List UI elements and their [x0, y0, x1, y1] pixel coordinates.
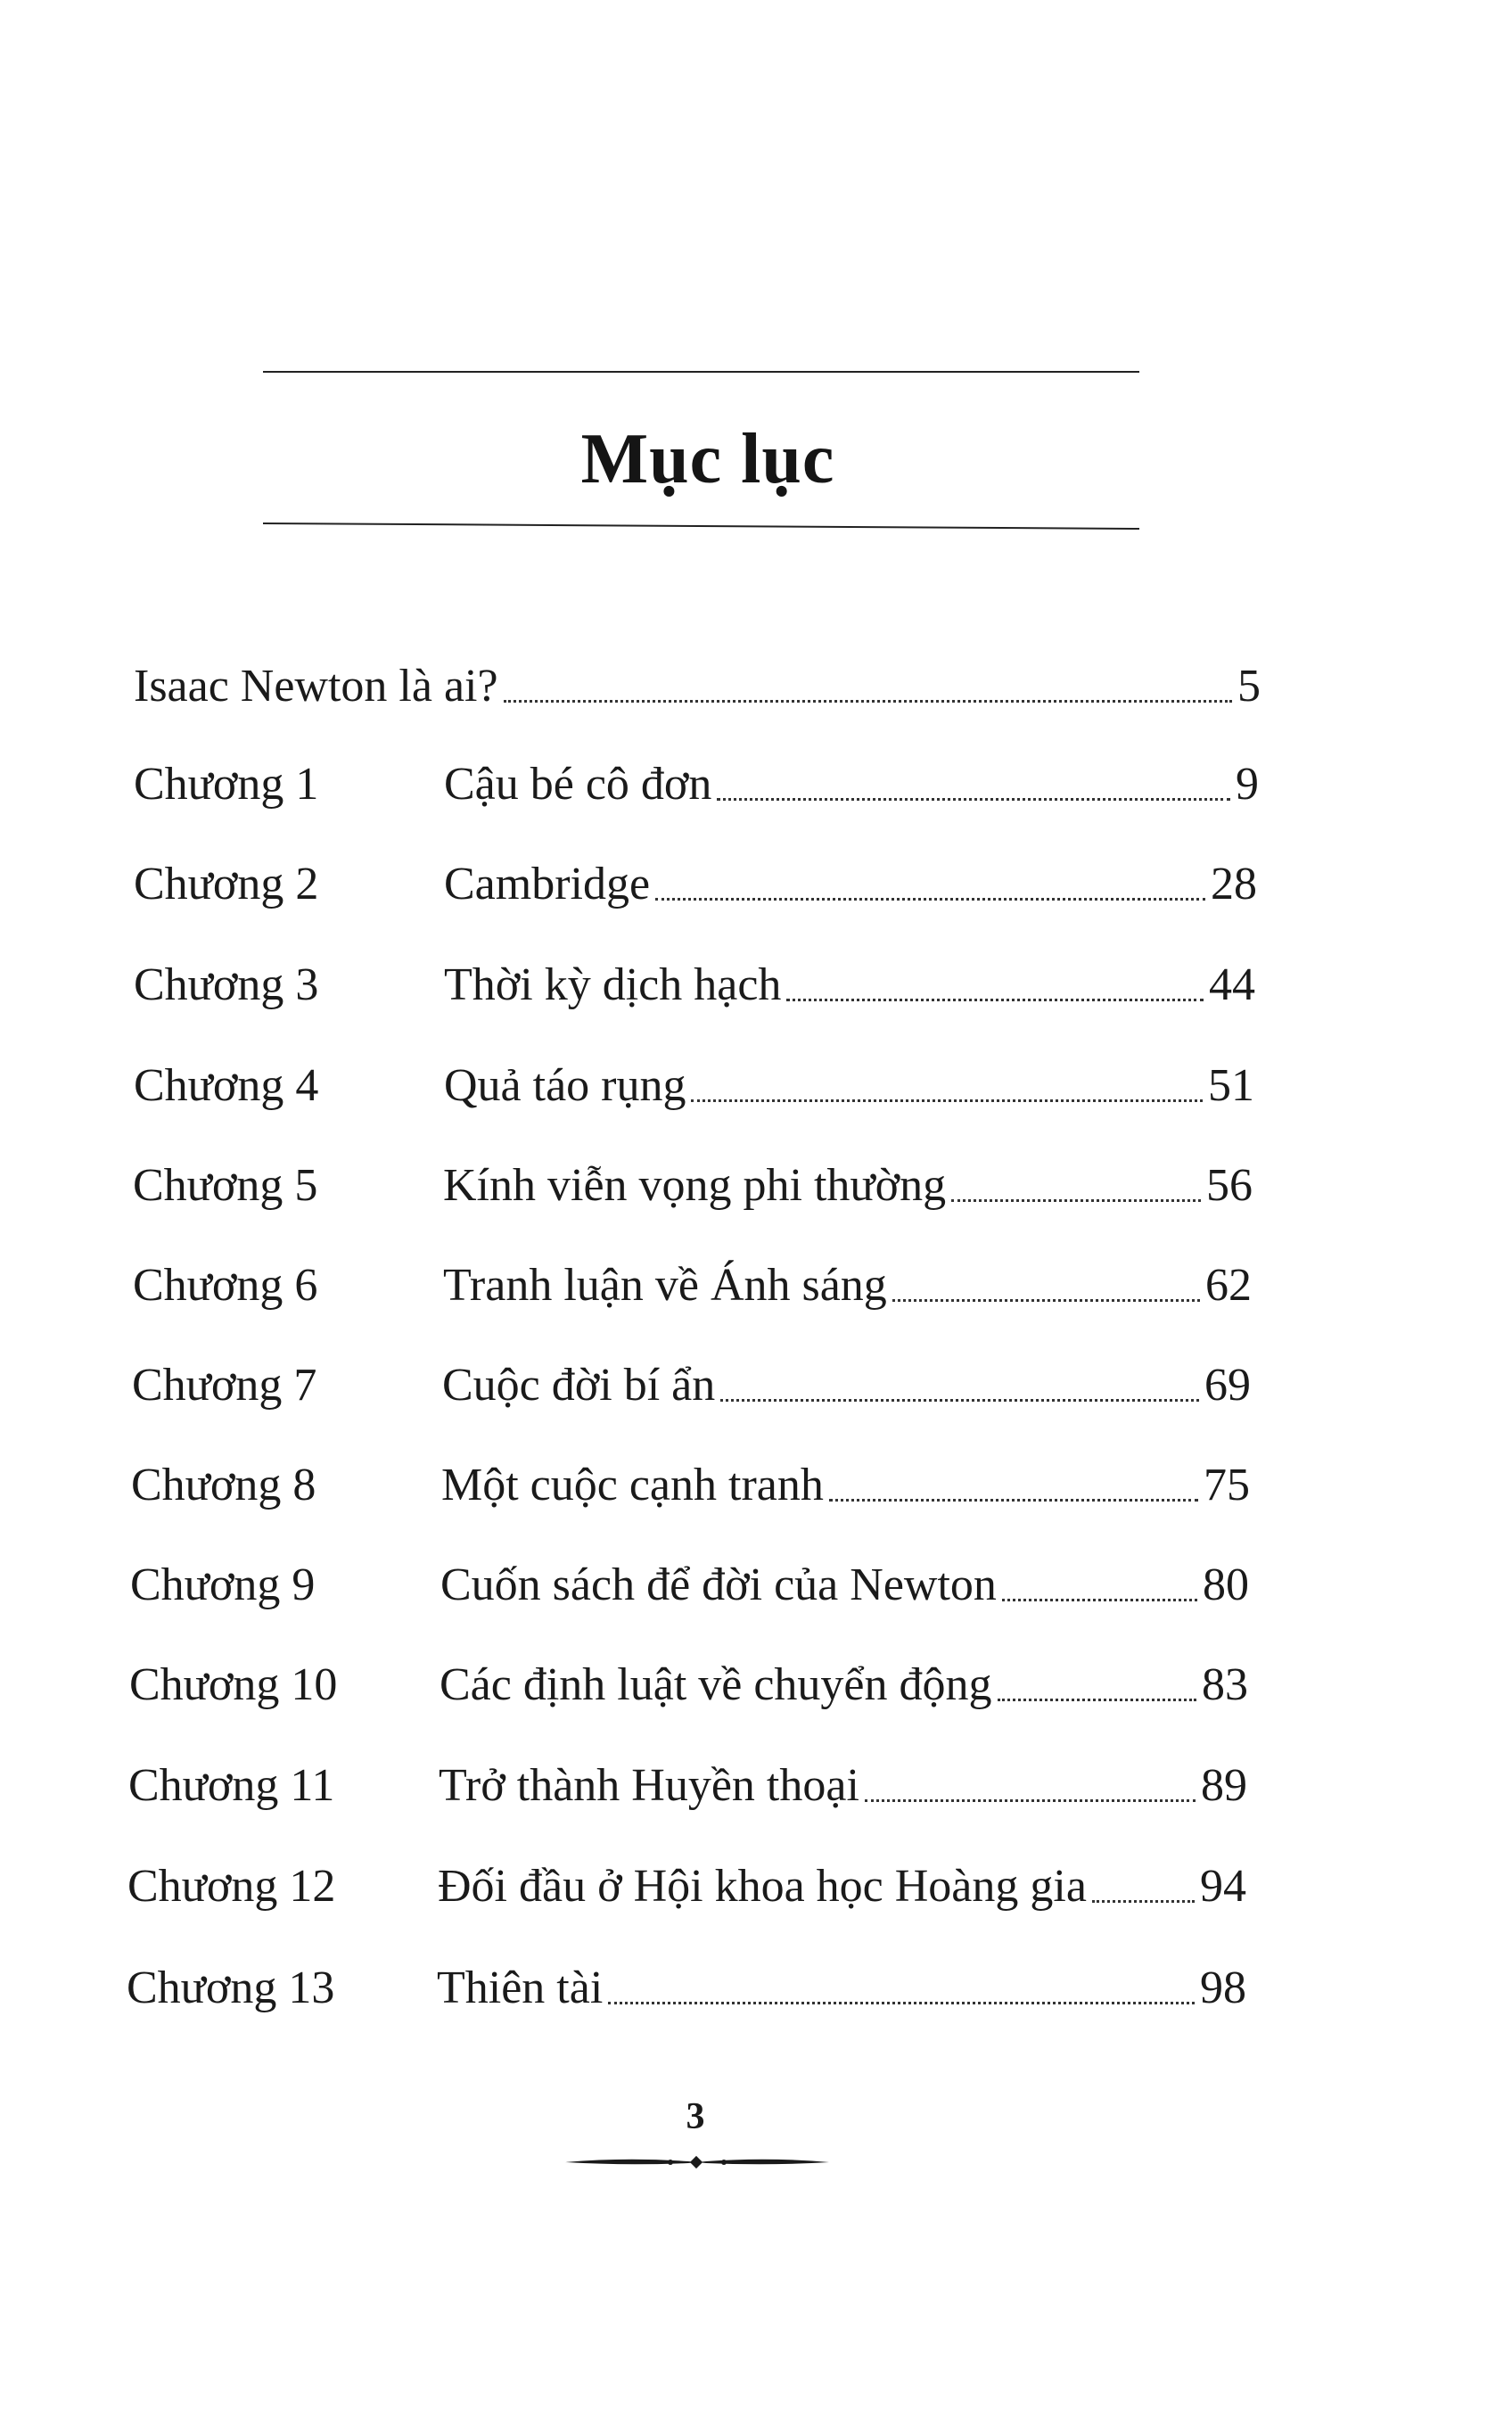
dot-leader	[892, 1299, 1200, 1302]
toc-entry-chapter[interactable]	[134, 1050, 1254, 1113]
dot-leader	[786, 999, 1204, 1001]
toc-chapter-number: Chương 4	[134, 1060, 319, 1111]
toc-chapter-number: Chương 7	[132, 1360, 317, 1411]
page-number: 3	[686, 2096, 705, 2137]
toc-entry-title: Các định luật về chuyển động	[440, 1659, 992, 1710]
toc-entry-page: 44	[1209, 959, 1255, 1010]
toc-entry-page: 75	[1204, 1460, 1250, 1510]
toc-entry-title: Đối đầu ở Hội khoa học Hoàng gia	[438, 1861, 1087, 1912]
toc-entry-intro[interactable]	[134, 651, 1261, 713]
toc-entry-page: 62	[1205, 1260, 1252, 1311]
toc-entry-chapter[interactable]	[134, 749, 1259, 811]
toc-chapter-number: Chương 2	[134, 859, 319, 909]
toc-entry-title: Cậu bé cô đơn	[444, 759, 712, 810]
toc-entry-chapter[interactable]	[134, 849, 1257, 911]
dot-leader	[1092, 1900, 1195, 1903]
toc-chapter-number: Chương 8	[131, 1460, 316, 1510]
toc-chapter-number: Chương 13	[127, 1963, 335, 2013]
toc-entry-title: Thiên tài	[437, 1963, 604, 2013]
toc-entry-page: 94	[1200, 1861, 1246, 1912]
toc-chapter-number: Chương 12	[127, 1861, 336, 1912]
toc-entry-title: Isaac Newton là ai?	[134, 661, 498, 712]
toc-entry-chapter[interactable]	[133, 1150, 1253, 1213]
page-title: Mục lục	[580, 420, 835, 498]
toc-entry-chapter[interactable]	[134, 950, 1255, 1012]
toc-entry-title: Cuộc đời bí ẩn	[442, 1360, 716, 1411]
toc-entry-chapter[interactable]	[127, 1953, 1246, 2015]
toc-entry-page: 69	[1204, 1360, 1251, 1411]
toc-entry-title: Kính viễn vọng phi thường	[443, 1160, 947, 1211]
dot-leader	[998, 1699, 1196, 1701]
toc-entry-chapter[interactable]	[132, 1350, 1251, 1412]
toc-entry-title: Tranh luận về Ánh sáng	[443, 1260, 887, 1311]
dot-leader	[608, 2002, 1195, 2004]
toc-entry-page: 5	[1237, 661, 1261, 712]
toc-entry-page: 28	[1211, 859, 1257, 909]
dot-leader	[720, 1399, 1199, 1402]
toc-entry-chapter[interactable]	[133, 1250, 1252, 1312]
toc-entry-page: 51	[1208, 1060, 1254, 1111]
flourish-ornament	[563, 2149, 831, 2176]
toc-entry-page: 80	[1203, 1559, 1249, 1610]
toc-chapter-number: Chương 11	[128, 1760, 335, 1811]
toc-entry-page: 98	[1200, 1963, 1246, 2013]
toc-entry-page: 56	[1206, 1160, 1253, 1211]
toc-entry-chapter[interactable]	[131, 1450, 1250, 1512]
toc-chapter-number: Chương 3	[134, 959, 319, 1010]
toc-entry-page: 83	[1202, 1659, 1248, 1710]
toc-entry-title: Cambridge	[444, 859, 651, 909]
dot-leader	[504, 700, 1232, 703]
toc-entry-title: Trở thành Huyền thoại	[439, 1760, 859, 1811]
toc-entry-title: Thời kỳ dịch hạch	[444, 959, 782, 1010]
dot-leader	[829, 1499, 1198, 1502]
toc-entry-page: 89	[1201, 1760, 1247, 1811]
toc-entry-chapter[interactable]	[128, 1750, 1247, 1813]
toc-entry-chapter[interactable]	[127, 1851, 1246, 1913]
toc-entry-chapter[interactable]	[129, 1650, 1248, 1712]
toc-entry-page: 9	[1236, 759, 1259, 810]
dot-leader	[951, 1199, 1201, 1202]
toc-chapter-number: Chương 1	[134, 759, 319, 810]
toc-entry-title: Quả táo rụng	[444, 1060, 686, 1111]
toc-entry-chapter[interactable]	[130, 1550, 1249, 1612]
dot-leader	[865, 1799, 1196, 1802]
toc-chapter-number: Chương 6	[133, 1260, 318, 1311]
toc-entry-title: Một cuộc cạnh tranh	[441, 1460, 824, 1510]
dot-leader	[655, 898, 1205, 901]
toc-chapter-number: Chương 9	[130, 1559, 316, 1610]
dot-leader	[717, 798, 1230, 801]
toc-chapter-number: Chương 10	[129, 1659, 338, 1710]
toc-entry-title: Cuốn sách để đời của Newton	[440, 1559, 997, 1610]
dot-leader	[1002, 1599, 1197, 1601]
dot-leader	[691, 1099, 1203, 1102]
toc-chapter-number: Chương 5	[133, 1160, 318, 1211]
